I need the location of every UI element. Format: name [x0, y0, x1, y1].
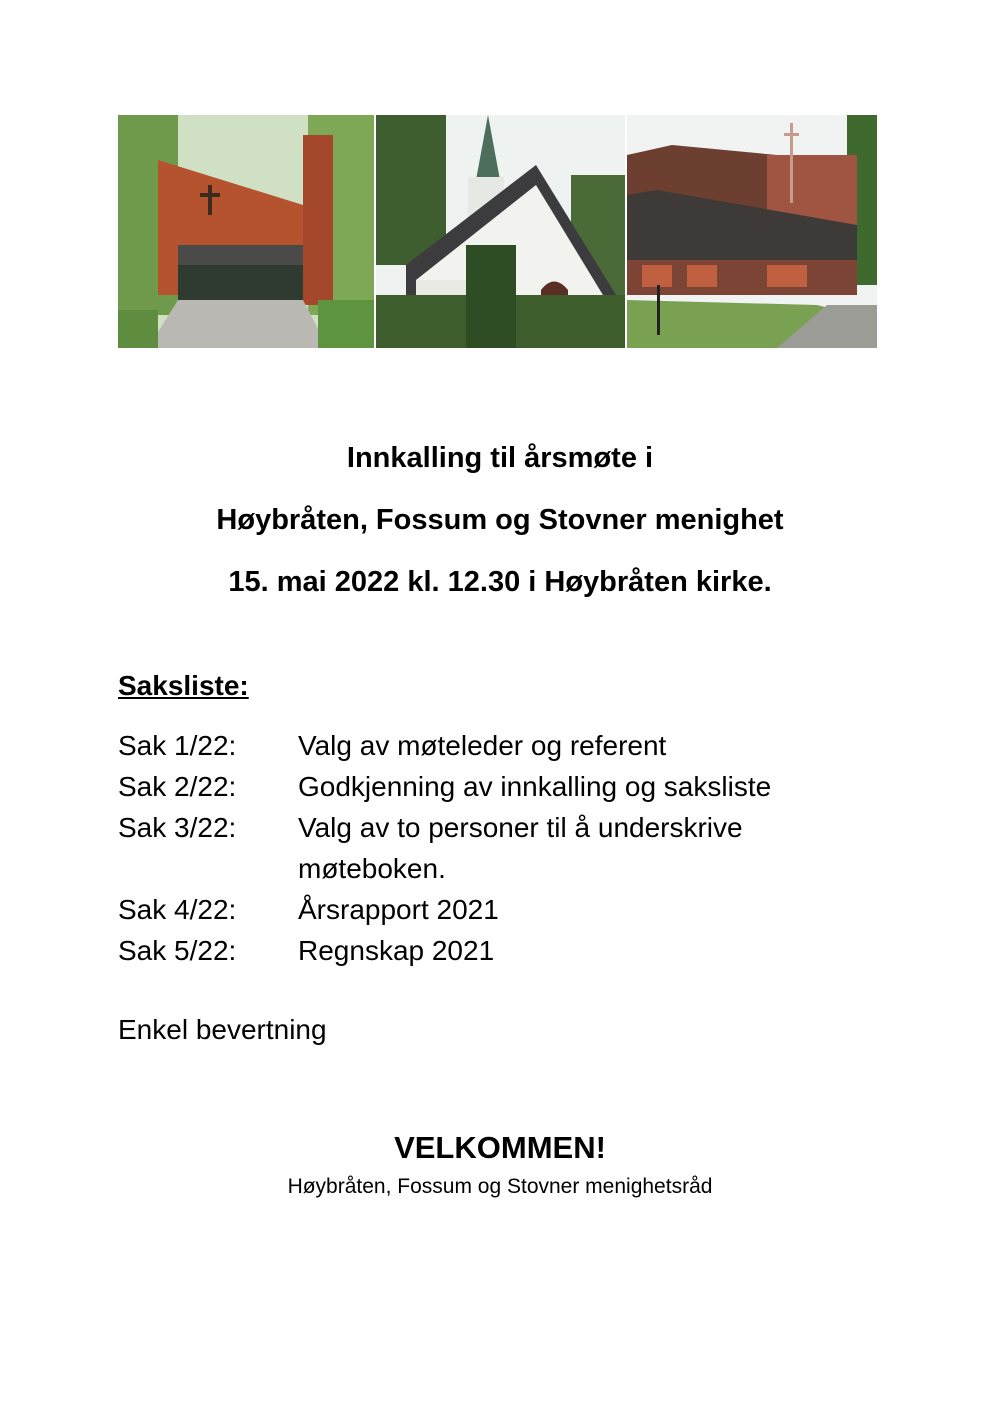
agenda-item-number: Sak 4/22: [118, 894, 237, 925]
signature: Høybråten, Fossum og Stovner menighetsråd [287, 1175, 713, 1198]
agenda-item [118, 930, 878, 971]
meeting-title: Innkalling til årsmøte i [346, 442, 654, 474]
agenda-item-number: Sak 2/22: [118, 771, 237, 802]
church-photo-hoybraten [118, 115, 374, 348]
refreshments-note: Enkel bevertning [118, 1014, 327, 1045]
agenda-list [118, 725, 878, 971]
agenda-item-number: Sak 5/22: [118, 935, 237, 966]
agenda-item [118, 725, 878, 766]
welcome-text: VELKOMMEN! [394, 1130, 606, 1165]
church-photo-strip [118, 115, 877, 348]
church-photo-stovner [627, 115, 877, 348]
agenda-item-text: Regnskap 2021 [298, 935, 495, 966]
agenda-item [118, 766, 878, 807]
agenda-item-number: Sak 1/22: [118, 730, 237, 761]
agenda-item [118, 889, 878, 930]
agenda-heading: Saksliste: [118, 670, 249, 701]
agenda-item-text: Årsrapport 2021 [298, 894, 499, 925]
agenda-item [118, 807, 878, 889]
agenda-item-text: Valg av to personer til å underskrive møteboken. [298, 812, 743, 884]
agenda-item-number: Sak 3/22: [118, 812, 237, 843]
church-photo-fossum [376, 115, 625, 348]
agenda-item-text: Godkjenning av innkalling og saksliste [298, 771, 772, 802]
agenda-item-text: Valg av møteleder og referent [298, 730, 667, 761]
parish-name: Høybråten, Fossum og Stovner menighet [216, 504, 784, 536]
meeting-date-location: 15. mai 2022 kl. 12.30 i Høybråten kirke. [228, 566, 772, 598]
